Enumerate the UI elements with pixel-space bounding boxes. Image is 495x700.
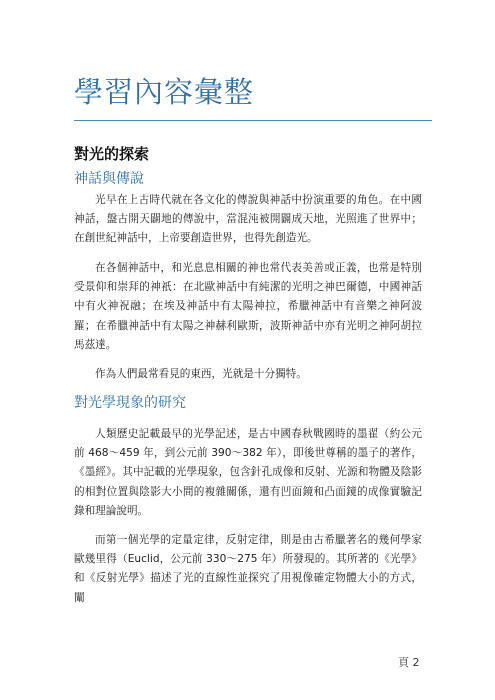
page-title: 學習內容彙整: [74, 75, 255, 109]
paragraph: 光早在上古時代就在各文化的傳說與神話中扮演重要的角色。在中國神話，盤古開天闢地的傳說中，當混沌被開闢成天地，光照進了世界中；在創世紀神話中，上帝要創造世界，也得先創造光。: [74, 194, 422, 245]
paragraph: 人類歷史記載最早的光學記述，是古中國春秋戰國時的墨翟（約公元前 468～459 年，到公元前 390～382 年），即後世尊稱的墨子的著作，《墨經》。其中記載的光學現象，包含針孔成像和反射、光源和物體及陰影的相對位置與陰影大小間的複雜關係，還有凹面鏡和凸面鏡的成像實驗記錄和理論說明。: [74, 428, 422, 517]
subsection-heading-myths: 神話與傳說: [74, 171, 144, 187]
title-divider: [74, 120, 432, 121]
subsection-heading-optics-research: 對光學現象的研究: [74, 395, 186, 411]
paragraph: 作為人們最常看見的東西，光就是十分獨特。: [95, 368, 307, 380]
section-heading: 對光的探索: [74, 145, 150, 163]
paragraph: 而第一個光學的定量定律，反射定律，則是由古希臘著名的幾何學家歐幾里得（Euclid，公元前 330～275 年）所發現的。其所著的《光學》和《反射光學》描述了光的直線性並探究了用視像確定物體大小的方式，闡: [74, 534, 422, 604]
page-number: 頁 2: [398, 656, 420, 669]
paragraph: 在各個神話中，和光息息相關的神也常代表美善或正義，也常是特別受景仰和崇拜的神祇：在北歐神話中有純潔的光明之神巴爾德，中國神話中有火神祝融；在埃及神話中有太陽神拉，希臘神話中有音樂之神阿波羅；在希臘神話中有太陽之神赫利歐斯，波斯神話中亦有光明之神阿胡拉馬茲達。: [74, 262, 422, 351]
